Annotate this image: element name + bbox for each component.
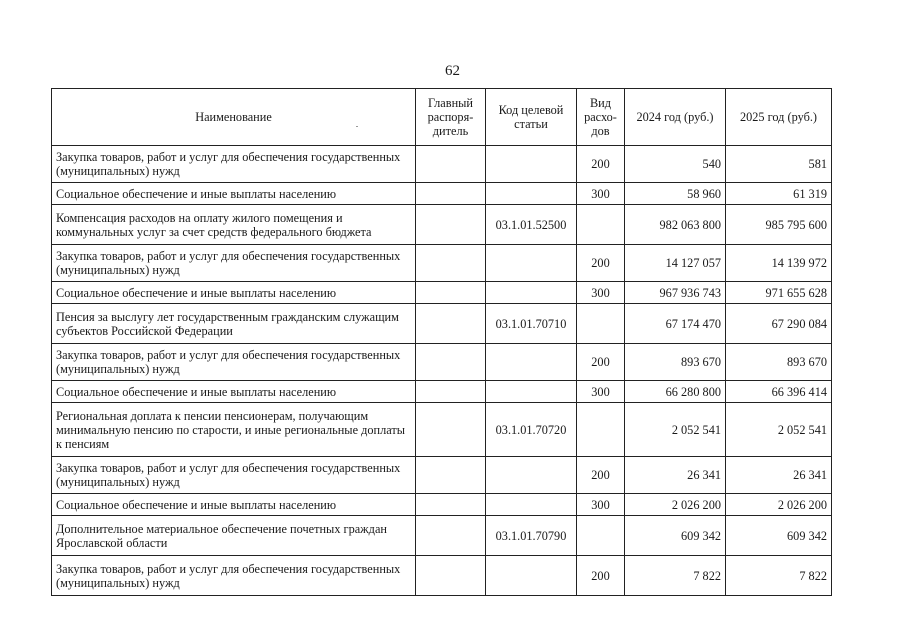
row-type <box>577 304 625 344</box>
row-code <box>486 245 577 282</box>
row-manager <box>416 516 486 556</box>
row-code: 03.1.01.70790 <box>486 516 577 556</box>
table-row <box>52 344 832 381</box>
row-amount-2024: 967 936 743 <box>625 282 726 304</box>
row-manager <box>416 146 486 183</box>
header-manager: Главный распоря-дитель <box>416 89 486 146</box>
row-amount-2025: 581 <box>726 146 832 183</box>
table-row <box>52 381 832 403</box>
row-name: Социальное обеспечение и иные выплаты населению <box>52 381 416 403</box>
row-manager <box>416 381 486 403</box>
budget-table <box>51 88 832 596</box>
row-code <box>486 381 577 403</box>
row-amount-2024: 14 127 057 <box>625 245 726 282</box>
row-amount-2025: 61 319 <box>726 183 832 205</box>
row-amount-2024: 26 341 <box>625 457 726 494</box>
row-name: Компенсация расходов на оплату жилого помещения и коммунальных услуг за счет средств федерального бюджета <box>52 205 416 245</box>
row-manager <box>416 183 486 205</box>
row-type: 300 <box>577 494 625 516</box>
row-code: 03.1.01.70720 <box>486 403 577 457</box>
page-number: 62 <box>445 63 460 79</box>
table-row <box>52 282 832 304</box>
row-name: Социальное обеспечение и иные выплаты населению <box>52 494 416 516</box>
row-amount-2025: 2 026 200 <box>726 494 832 516</box>
row-amount-2024: 609 342 <box>625 516 726 556</box>
row-name: Социальное обеспечение и иные выплаты населению <box>52 183 416 205</box>
row-code <box>486 556 577 596</box>
row-amount-2025: 14 139 972 <box>726 245 832 282</box>
table-header-row <box>52 89 832 146</box>
header-2024: 2024 год (руб.) <box>625 89 726 146</box>
table-row <box>52 403 832 457</box>
table-row <box>52 494 832 516</box>
row-type <box>577 516 625 556</box>
row-amount-2025: 985 795 600 <box>726 205 832 245</box>
row-manager <box>416 245 486 282</box>
row-type: 200 <box>577 245 625 282</box>
row-type: 300 <box>577 282 625 304</box>
row-manager <box>416 282 486 304</box>
row-amount-2024: 2 026 200 <box>625 494 726 516</box>
row-name: Социальное обеспечение и иные выплаты населению <box>52 282 416 304</box>
row-manager <box>416 494 486 516</box>
row-code <box>486 457 577 494</box>
row-manager <box>416 304 486 344</box>
row-code <box>486 183 577 205</box>
row-type <box>577 205 625 245</box>
row-code: 03.1.01.52500 <box>486 205 577 245</box>
table-row <box>52 183 832 205</box>
row-name: Дополнительное материальное обеспечение почетных граждан Ярославской области <box>52 516 416 556</box>
table-row <box>52 245 832 282</box>
row-amount-2024: 893 670 <box>625 344 726 381</box>
row-name: Закупка товаров, работ и услуг для обеспечения государственных (муниципальных) нужд <box>52 146 416 183</box>
row-type: 200 <box>577 146 625 183</box>
table-row <box>52 556 832 596</box>
row-type: 200 <box>577 556 625 596</box>
row-type: 200 <box>577 457 625 494</box>
row-name: Закупка товаров, работ и услуг для обеспечения государственных (муниципальных) нужд <box>52 344 416 381</box>
row-name: Региональная доплата к пенсии пенсионерам, получающим минимальную пенсию по старости, и иные региональные доплаты к пенсиям <box>52 403 416 457</box>
row-amount-2025: 971 655 628 <box>726 282 832 304</box>
row-code <box>486 494 577 516</box>
row-amount-2025: 66 396 414 <box>726 381 832 403</box>
row-amount-2024: 540 <box>625 146 726 183</box>
row-code: 03.1.01.70710 <box>486 304 577 344</box>
row-manager <box>416 556 486 596</box>
row-amount-2025: 7 822 <box>726 556 832 596</box>
row-name: Закупка товаров, работ и услуг для обеспечения государственных (муниципальных) нужд <box>52 556 416 596</box>
header-name: Наименование <box>52 89 416 146</box>
row-code <box>486 344 577 381</box>
row-amount-2025: 26 341 <box>726 457 832 494</box>
row-amount-2025: 609 342 <box>726 516 832 556</box>
row-manager <box>416 344 486 381</box>
row-code <box>486 146 577 183</box>
row-amount-2024: 7 822 <box>625 556 726 596</box>
row-manager <box>416 403 486 457</box>
row-name: Закупка товаров, работ и услуг для обеспечения государственных (муниципальных) нужд <box>52 245 416 282</box>
row-amount-2025: 893 670 <box>726 344 832 381</box>
row-manager <box>416 205 486 245</box>
row-type <box>577 403 625 457</box>
row-type: 300 <box>577 183 625 205</box>
header-code: Код целевой статьи <box>486 89 577 146</box>
table-row <box>52 205 832 245</box>
table-row <box>52 146 832 183</box>
header-type: Вид расхо-дов <box>577 89 625 146</box>
row-amount-2025: 2 052 541 <box>726 403 832 457</box>
table-row <box>52 516 832 556</box>
row-name: Пенсия за выслугу лет государственным гражданским служащим субъектов Российской Федерации <box>52 304 416 344</box>
row-type: 200 <box>577 344 625 381</box>
row-manager <box>416 457 486 494</box>
row-name: Закупка товаров, работ и услуг для обеспечения государственных (муниципальных) нужд <box>52 457 416 494</box>
row-amount-2024: 2 052 541 <box>625 403 726 457</box>
row-amount-2025: 67 290 084 <box>726 304 832 344</box>
row-amount-2024: 66 280 800 <box>625 381 726 403</box>
row-amount-2024: 982 063 800 <box>625 205 726 245</box>
table-row <box>52 457 832 494</box>
row-amount-2024: 58 960 <box>625 183 726 205</box>
row-code <box>486 282 577 304</box>
row-amount-2024: 67 174 470 <box>625 304 726 344</box>
header-2025: 2025 год (руб.) <box>726 89 832 146</box>
table-row <box>52 304 832 344</box>
row-type: 300 <box>577 381 625 403</box>
